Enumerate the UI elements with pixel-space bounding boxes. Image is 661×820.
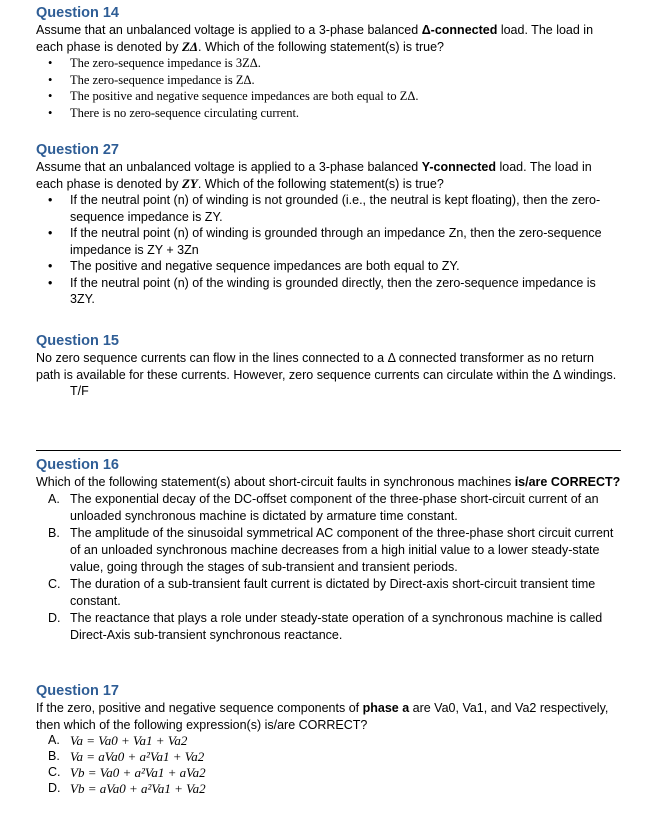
list-item: • The positive and negative sequence impedances are both equal to ZΔ. xyxy=(48,89,419,103)
question-title: Question 16 xyxy=(36,457,119,473)
option-item: C. The duration of a sub-transient fault current is dictated by Direct-axis short-circuit transient time constant. xyxy=(48,576,596,608)
statement-list xyxy=(36,55,621,121)
list-item: • If the neutral point (n) of the winding is grounded directly, then the zero-sequence impedance is 3ZY. xyxy=(48,275,596,306)
list-item: • If the neutral point (n) of winding is not grounded (i.e., the neutral is kept floating), then the zero-sequence impedance is ZY. xyxy=(48,193,601,224)
question-title: Question 14 xyxy=(36,5,119,21)
question-stem: Which of the following statement(s) about short-circuit faults in synchronous machines is/are CORRECT? xyxy=(36,475,621,489)
question-stem: Assume that an unbalanced voltage is applied to a 3-phase balanced Y-connected load. The load in each phase is denoted by ZY. Which of the following statement(s) is true? xyxy=(36,160,592,191)
question-title: Question 17 xyxy=(36,683,119,699)
list-item: • The zero-sequence impedance is 3ZΔ. xyxy=(48,56,261,70)
option-item: D. Vb = aVa0 + a²Va1 + Va2 xyxy=(48,781,206,796)
option-item: B. Va = aVa0 + a²Va1 + Va2 xyxy=(48,749,205,764)
option-item: A. The exponential decay of the DC-offset component of the three-phase short-circuit current of an unloaded synchronous machine is dictated by armature time constant. xyxy=(48,491,599,523)
question-16 xyxy=(36,456,621,644)
question-stem: No zero sequence currents can flow in the lines connected to a Δ connected transformer as no return path is available for these currents. However, zero sequence currents can circulate within the Δ windings. xyxy=(36,351,617,382)
option-list xyxy=(36,733,621,797)
question-stem: If the zero, positive and negative sequence components of phase a are Va0, Va1, and Va2 respectively, then which of the following expression(s) is/are CORRECT? xyxy=(36,701,609,732)
list-item: • There is no zero-sequence circulating current. xyxy=(48,105,300,120)
option-item: C. Vb = Va0 + a²Va1 + aVa2 xyxy=(48,765,206,780)
question-17 xyxy=(36,682,621,797)
question-14 xyxy=(36,4,621,121)
section-divider xyxy=(36,450,621,451)
list-item: • If the neutral point (n) of winding is grounded through an impedance Zn, then the zero-sequence impedance is ZY + 3Zn xyxy=(48,226,602,257)
question-stem: Assume that an unbalanced voltage is applied to a 3-phase balanced Δ-connected load. The load in each phase is denoted by ZΔ. Which of the following statement(s) is true? xyxy=(36,23,594,54)
list-item: • The zero-sequence impedance is ZΔ. xyxy=(48,72,255,87)
option-item: B. The amplitude of the sinusoidal symmetrical AC component of the three-phase short circuit current of an unloaded synchronous machine decreases from a high initial value to a lower steady-state value, going through the stages of sub-transient and transient periods. xyxy=(48,525,614,574)
question-27 xyxy=(36,141,621,308)
option-item: A. Va = Va0 + Va1 + Va2 xyxy=(48,733,188,748)
list-item: • The positive and negative sequence impedances are both equal to ZY. xyxy=(48,259,460,273)
question-15 xyxy=(36,332,621,400)
option-list xyxy=(36,491,621,644)
statement-list xyxy=(36,192,621,308)
question-title: Question 27 xyxy=(36,142,119,158)
true-false-answer: T/F xyxy=(70,384,89,398)
question-title: Question 15 xyxy=(36,333,119,349)
option-item: D. The reactance that plays a role under steady-state operation of a synchronous machine is called Direct-Axis sub-transient synchronous reactance. xyxy=(48,610,603,642)
